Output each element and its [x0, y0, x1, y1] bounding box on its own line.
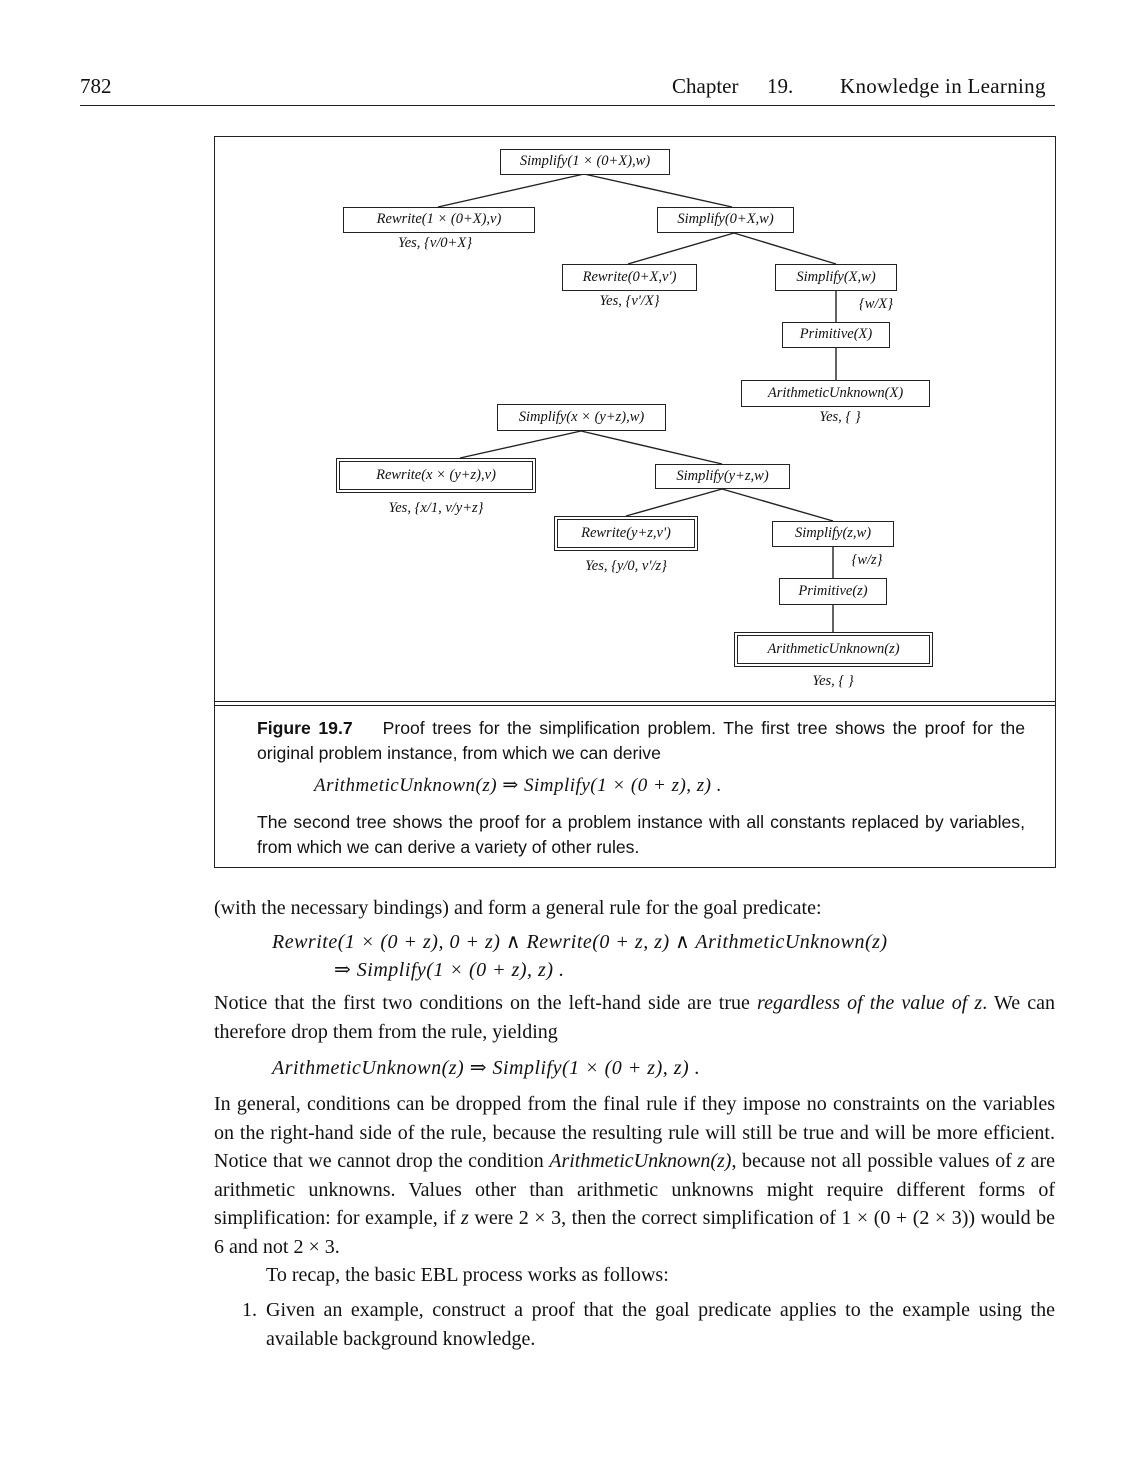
p3-text-g: and not — [224, 1235, 294, 1258]
page-number: 782 — [80, 74, 112, 98]
edge — [628, 233, 734, 264]
tree2-rewrite-answer: Yes, {x/1, v/y+z} — [388, 500, 484, 516]
tree2-binding: {w/z} — [851, 552, 883, 568]
rule-equation-line2: ⇒ Simplify(1 × (0 + z), z) . — [334, 959, 565, 981]
edge — [734, 233, 836, 264]
p3-text-b: , because not all possible values of — [731, 1150, 1018, 1173]
p2-emphasis: regardless of the value of z — [757, 992, 983, 1014]
figure-label: Figure 19.7 — [257, 718, 353, 738]
p2-text-a: Notice that the first two conditions on the left-hand side are true — [214, 992, 758, 1014]
body-paragraph-4: To recap, the basic EBL process works as follows: — [266, 1264, 669, 1286]
p2-text-b: . We can therefore drop them from the rule, yielding — [214, 992, 1055, 1043]
caption-formula: ArithmeticUnknown(z) ⇒ Simplify(1 × (0 + z), z) . — [314, 775, 723, 796]
tree2-primitive-node: Primitive(z) — [779, 578, 887, 605]
tree2-arithmetic-answer: Yes, { } — [812, 673, 854, 689]
chapter-number: 19. — [767, 74, 794, 98]
body-paragraph-3 — [214, 1090, 1055, 1262]
tree2-simplify-node: Simplify(y+z,w) — [655, 464, 790, 489]
chapter-label: Chapter — [672, 74, 739, 98]
tree1-arithmetic-node: ArithmeticUnknown(X) — [741, 380, 930, 407]
edge — [581, 431, 722, 464]
p3-text-f: would be — [975, 1207, 1055, 1230]
p3-text-h: . — [334, 1235, 340, 1258]
tree2-simplify3-node: Simplify(z,w) — [772, 521, 894, 547]
tree2-rewrite2-answer: Yes, {y/0, v'/z} — [585, 558, 667, 574]
p3-text-d: were — [468, 1207, 519, 1230]
derived-rule-equation: ArithmeticUnknown(z) ⇒ Simplify(1 × (0 + z), z) . — [272, 1057, 701, 1079]
p3-math-1: ArithmeticUnknown(z) — [549, 1150, 732, 1173]
tree1-root-node: Simplify(1 × (0+X),w) — [500, 149, 670, 175]
body-paragraph-1: (with the necessary bindings) and form a general rule for the goal predicate: — [214, 897, 822, 919]
edge — [438, 174, 584, 207]
edge — [584, 174, 732, 207]
edge — [626, 489, 722, 516]
p3-math-7: 2 × 3 — [293, 1235, 335, 1258]
tree1-rewrite2-node: Rewrite(0+X,v') — [562, 264, 697, 291]
caption-text: Proof trees for the simplification problem. The first tree shows the proof for the original problem instance, from which we can derive — [257, 718, 1025, 763]
p3-math-3: z — [461, 1207, 469, 1230]
p3-text-c: are arithmetic unknowns. Values other than arithmetic unknowns might require different forms of simplification: for example, if — [214, 1150, 1056, 1230]
caption-text-2: The second tree shows the proof for a problem instance with all constants replaced by variables, from which we can derive a variety of other rules. — [257, 812, 1025, 857]
body-paragraph-2 — [214, 989, 1055, 1046]
p3-text-a: In general, conditions can be dropped from the final rule if they impose no constraints on the variables on the right-hand side of the rule, because the resulting rule will still be true and will be more efficient. Notice that we cannot drop the condition — [214, 1093, 1055, 1173]
list-item-number: 1. — [242, 1299, 257, 1321]
p3-text-e: , then the correct simplification of — [561, 1207, 842, 1230]
chapter-title: Knowledge in Learning — [840, 74, 1046, 98]
p3-math-4: 2 × 3 — [518, 1207, 562, 1230]
tree1-rewrite2-answer: Yes, {v'/X} — [599, 293, 660, 309]
tree1-rewrite-answer: Yes, {v/0+X} — [397, 235, 472, 251]
tree1-simplify-node: Simplify(0+X,w) — [657, 207, 794, 233]
tree1-binding: {w/X} — [858, 296, 894, 312]
p3-math-5: 1 × (0 + (2 × 3)) — [841, 1207, 976, 1230]
tree2-rewrite2-node: Rewrite(y+z,v') — [554, 516, 698, 551]
figure-caption — [257, 716, 1025, 765]
tree2-arithmetic-node: ArithmeticUnknown(z) — [734, 632, 933, 667]
rule-equation-line1: Rewrite(1 × (0 + z), 0 + z) ∧ Rewrite(0 + z, z) ∧ ArithmeticUnknown(z) — [272, 931, 888, 953]
tree1-arithmetic-answer: Yes, { } — [819, 409, 861, 425]
edge — [722, 489, 833, 521]
tree1-primitive-node: Primitive(X) — [782, 322, 890, 348]
edge — [460, 431, 581, 458]
p3-math-6: 6 — [214, 1235, 224, 1258]
tree2-root-node: Simplify(x × (y+z),w) — [497, 404, 666, 431]
tree1-rewrite-node: Rewrite(1 × (0+X),v) — [343, 207, 535, 233]
p3-math-2: z — [1017, 1150, 1026, 1173]
tree2-rewrite-node: Rewrite(x × (y+z),v) — [336, 458, 536, 493]
tree1-simplify3-node: Simplify(X,w) — [775, 264, 897, 291]
list-item-1: Given an example, construct a proof that the goal predicate applies to the example using the available background knowledge. — [266, 1299, 1055, 1350]
